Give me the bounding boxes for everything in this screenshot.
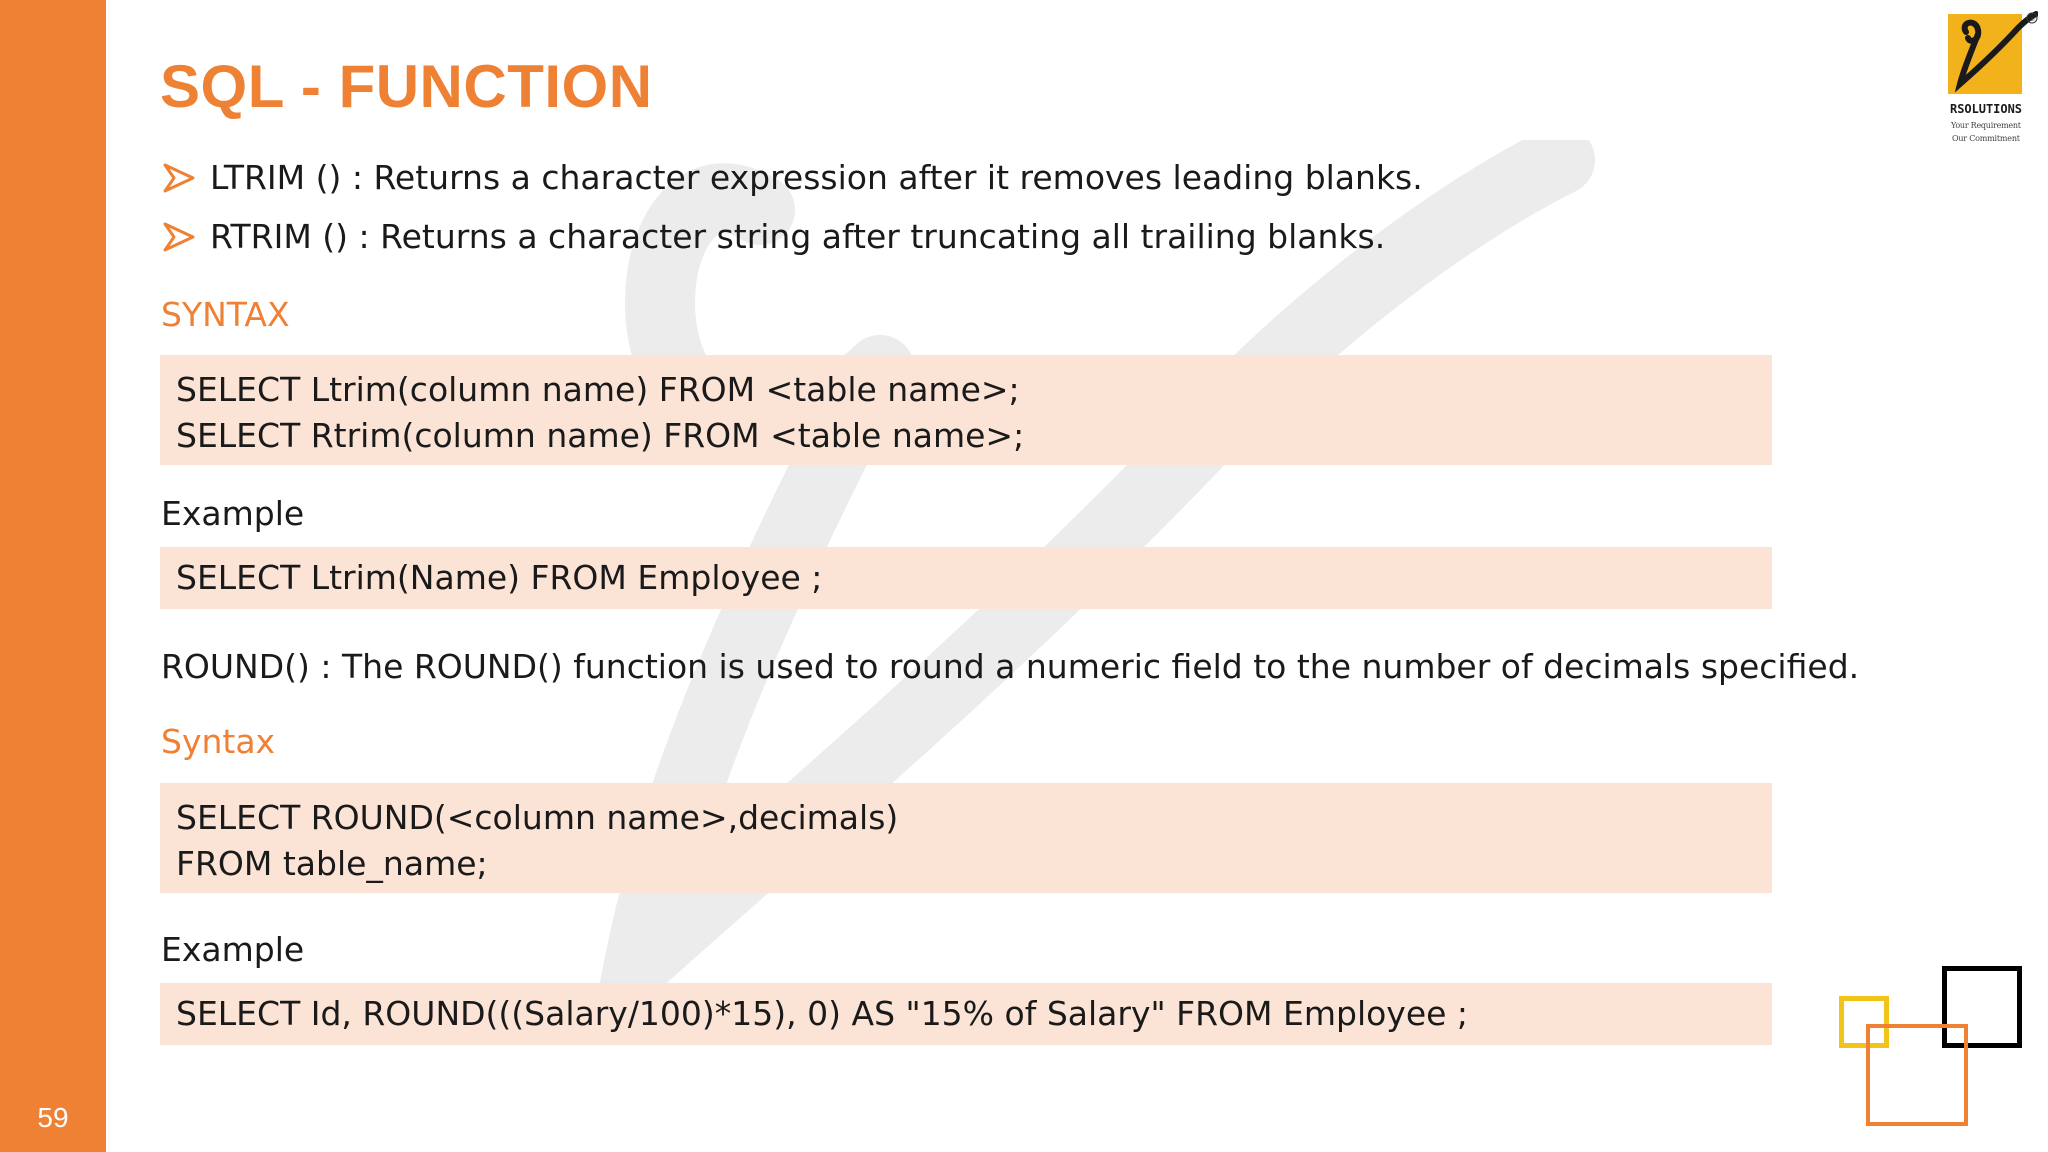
svg-text:Your Requirement: Your Requirement: [1951, 121, 2021, 130]
bullet-text: LTRIM () : Returns a character expression after it removes leading blanks.: [210, 158, 1423, 197]
code-line: SELECT Ltrim(column name) FROM <table name>;: [176, 370, 1020, 409]
example-heading: Example: [161, 930, 305, 969]
company-logo: [1946, 10, 2038, 150]
code-line: SELECT Ltrim(Name) FROM Employee ;: [176, 558, 823, 597]
code-line: SELECT ROUND(<column name>,decimals): [176, 798, 899, 837]
example-code-box: [160, 983, 1772, 1045]
decorative-square: [1866, 1024, 1968, 1126]
syntax-heading: Syntax: [161, 722, 276, 761]
code-line: FROM table_name;: [176, 844, 488, 883]
page-number: 59: [37, 1102, 69, 1133]
syntax-heading: SYNTAX: [161, 295, 290, 334]
bullet-item: [162, 158, 1423, 197]
slide-title: SQL - FUNCTION: [160, 53, 653, 120]
arrow-bullet-icon: [162, 163, 196, 193]
code-line: SELECT Rtrim(column name) FROM <table name>;: [176, 416, 1025, 455]
svg-text:Our Commitment: Our Commitment: [1952, 134, 2020, 143]
example-heading: Example: [161, 494, 305, 533]
round-description: ROUND() : The ROUND() function is used to round a numeric field to the number of decimals specified.: [161, 647, 1860, 686]
bullet-text: RTRIM () : Returns a character string after truncating all trailing blanks.: [210, 217, 1386, 256]
left-accent-bar: [0, 0, 106, 1152]
arrow-bullet-icon: [162, 222, 196, 252]
code-line: SELECT Id, ROUND(((Salary/100)*15), 0) AS "15% of Salary" FROM Employee ;: [176, 994, 1469, 1033]
example-code-box: [160, 547, 1772, 609]
bullet-item: [162, 217, 1385, 256]
svg-text:®: ®: [2028, 15, 2036, 23]
syntax-code-box: [160, 783, 1772, 893]
svg-text:RSOLUTIONS: RSOLUTIONS: [1950, 102, 2022, 116]
syntax-code-box: [160, 355, 1772, 465]
